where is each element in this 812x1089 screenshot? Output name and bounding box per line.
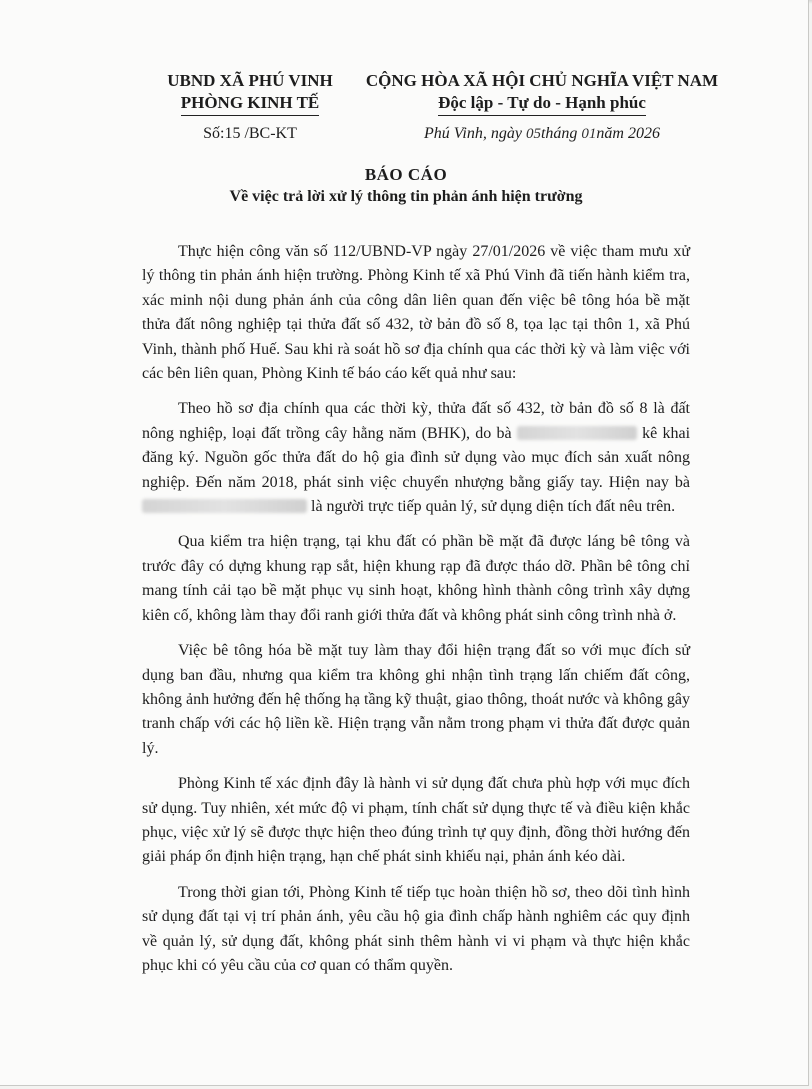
land-records-part3: là người trực tiếp quản lý, sử dụng diện tích đất nêu trên. <box>311 498 676 516</box>
agency-department: PHÒNG KINH TẾ <box>181 92 320 116</box>
land-records-part1: Theo hồ sơ địa chính qua các thời kỳ, thửa đất số 432, tờ bản đồ số 8 là đất nông nghiệp, loại đất trồng cây hằng năm (BHK), do bà <box>142 400 690 442</box>
doc-number-value: 15 <box>224 125 241 142</box>
report-title: BÁO CÁO <box>364 165 448 184</box>
doc-number-prefix: Số: <box>203 125 225 142</box>
paragraph-determination: Phòng Kinh tế xác định đây là hành vi sử dụng đất chưa phù hợp với mục đích sử dụng. Tuy nhiên, xét mức độ vi phạm, tính chất sử dụng thực tế và điều kiện khắc phục, việc xử lý sẽ được thực hiện theo đúng trình tự quy định, đồng thời hướng đến giải pháp ổn định hiện trạng, hạn chế phát sinh khiếu nại, phản ánh kéo dài. <box>142 775 690 866</box>
land-records-part2: kê khai đăng ký. Nguồn gốc thửa đất do hộ gia đình sử dụng vào mục đích sản xuất nông nghiệp. Đến năm 2018, phát sinh việc chuyển nhượng bằng giấy tay. Hiện nay bà <box>142 424 691 491</box>
place-and-date <box>352 125 732 143</box>
redacted-name <box>517 426 637 440</box>
place-label: Phú Vinh, ngày <box>424 125 522 142</box>
nation-motto: Độc lập - Tự do - Hạnh phúc <box>438 92 646 116</box>
date-day: 05 <box>525 126 541 142</box>
document-number <box>150 125 350 143</box>
agency-commune: UBND XÃ PHÚ VINH <box>167 71 333 90</box>
paragraph-intro: Thực hiện công văn số 112/UBND-VP ngày 27/01/2026 về việc tham mưu xử lý thông tin phản ánh hiện trường. Phòng Kinh tế xã Phú Vinh đã tiến hành kiểm tra, xác minh nội dung phản ánh của công dân liên quan đến việc bê tông hóa bề mặt thửa đất nông nghiệp tại thửa đất số 432, tờ bản đồ số 8, tọa lạc tại thôn 1, xã Phú Vinh, thành phố Huế. Sau khi rà soát hồ sơ địa chính qua các thời kỳ và làm việc với các bên liên quan, Phòng Kinh tế báo cáo kết quả như sau: <box>142 243 690 383</box>
paragraph-site-inspection: Qua kiểm tra hiện trạng, tại khu đất có phần bề mặt đã được láng bê tông và trước đây có dựng khung rạp sắt, hiện khung rạp đã được tháo dỡ. Phần bê tông chỉ mang tính cải tạo bề mặt phục vụ sinh hoạt, không hình thành công trình xây dựng kiên cố, không làm thay đổi ranh giới thửa đất và không phát sinh công trình nhà ở. <box>142 533 690 624</box>
report-body <box>142 240 690 989</box>
paragraph-next-steps: Trong thời gian tới, Phòng Kinh tế tiếp tục hoàn thiện hồ sơ, theo dõi tình hình sử dụng đất tại vị trí phản ánh, yêu cầu hộ gia đình chấp hành nghiêm các quy định về quản lý, sử dụng đất, không phát sinh thêm hành vi vi phạm và thực hiện khắc phục khi có yêu cầu của cơ quan có thẩm quyền. <box>142 883 690 974</box>
doc-number-suffix: /BC-KT <box>244 125 297 142</box>
issuing-agency <box>150 70 350 116</box>
report-subtitle: Về việc trả lời xử lý thông tin phản ánh hiện trường <box>229 188 583 205</box>
redacted-name <box>142 499 307 513</box>
paragraph-land-records <box>142 397 690 519</box>
paragraph-assessment: Việc bê tông hóa bề mặt tuy làm thay đổi hiện trạng đất so với mục đích sử dụng ban đầu, nhưng qua kiểm tra không ghi nhận tình trạng lấn chiếm đất công, không ảnh hưởng đến hệ thống hạ tầng kỹ thuật, giao thông, thoát nước và không gây tranh chấp với các hộ liền kề. Hiện trạng vẫn nằm trong phạm vi thửa đất được quản lý. <box>142 642 690 757</box>
nation-name: CỘNG HÒA XÃ HỘI CHỦ NGHĨA VIỆT NAM <box>365 71 719 90</box>
year-label: năm 2026 <box>596 125 660 142</box>
month-label: tháng <box>540 125 578 142</box>
date-month: 01 <box>581 126 597 142</box>
national-heading <box>352 70 732 116</box>
